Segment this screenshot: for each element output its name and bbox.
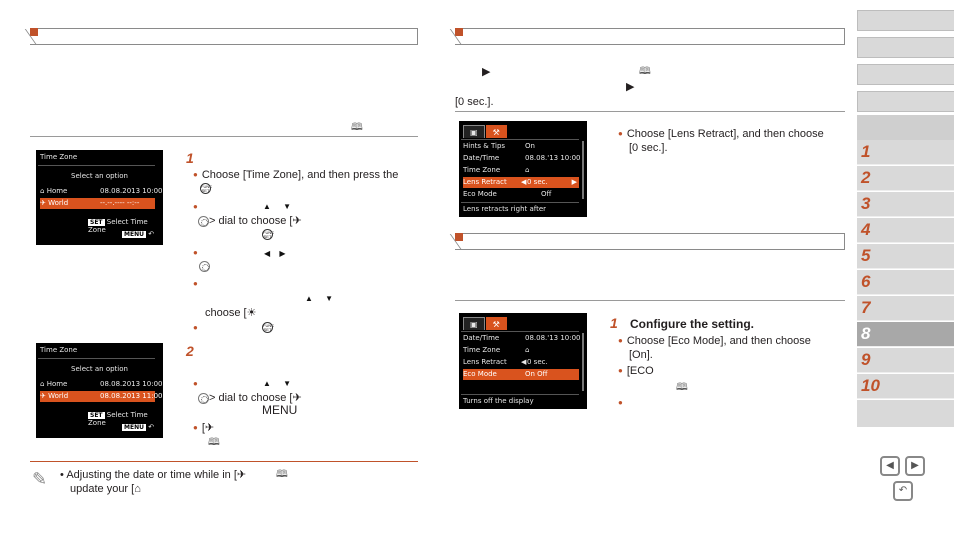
nav-chapter-8-current[interactable]: 8 (857, 322, 954, 347)
down-arrow-icon: ▼ (325, 294, 334, 303)
tools-tab-icon: ⚒ (486, 317, 507, 330)
section-header-eco-mode (455, 233, 845, 250)
menu-row: Time Zone ⌂ (463, 346, 530, 354)
set-button-icon: SET (90, 412, 103, 419)
left-arrow-icon: ◀ (264, 249, 271, 258)
note-divider (30, 461, 418, 462)
menu-row: Lens Retract ◀ 0 sec. (463, 358, 548, 366)
book-reference-icon: 🕮 (351, 122, 363, 133)
nav-chapter-1[interactable]: 1 (857, 140, 954, 165)
nav-tab-common-operations[interactable] (857, 64, 954, 85)
control-dial-icon (198, 216, 209, 227)
camera-tab-icon: ▣ (463, 125, 485, 138)
lens-retract-instruction-2: [0 sec.]. (629, 142, 668, 154)
camera-screen-time-zone-2 (36, 343, 163, 438)
eco-instruction-3: ● [ECO (618, 364, 654, 379)
menu-footer: Turns off the display (463, 397, 534, 405)
left-right-arrows (264, 246, 285, 261)
step1-instruction: ● Choose [Time Zone], and then press the (193, 168, 398, 183)
bullet (193, 246, 202, 261)
menu-row-selected: Eco Mode On Off (463, 369, 579, 380)
func-set-button-icon: FUNC SET (263, 323, 275, 332)
airplane-icon: ✈ (236, 469, 247, 481)
intro-text: [0 sec.]. (455, 96, 494, 108)
book-reference-icon: 🕮 (276, 469, 288, 480)
nav-tab-advanced[interactable] (857, 91, 954, 112)
home-row: ⌂ Home 08.08.2013 10:00 (40, 187, 163, 195)
menu-row: Time Zone ⌂ (463, 166, 530, 174)
set-button-icon: SET (90, 219, 103, 226)
func-set-button-icon: FUNC SET (201, 184, 213, 193)
playback-icon: ▶︎ (482, 66, 491, 78)
pencil-note-icon: ✎ (32, 469, 48, 489)
bullet (193, 200, 202, 215)
home-icon: ⌂ (525, 166, 530, 174)
home-row: ⌂ Home 08.08.2013 10:00 (40, 380, 163, 388)
down-arrow-icon: ▼ (283, 379, 292, 388)
note-line-1: • Adjusting the date or time while in [✈ (60, 469, 247, 481)
airplane-icon: ✈ (40, 199, 46, 207)
bullet (193, 321, 202, 336)
up-down-arrows (305, 291, 333, 306)
screen-title: Time Zone (40, 346, 78, 354)
step2-dial-text: > dial to choose [✈ (198, 391, 302, 405)
menu-row-selected: Lens Retract ◀ 0 sec. ▶ (463, 178, 577, 186)
home-icon: ⌂ (134, 483, 141, 495)
menu-button-label: MENU (262, 403, 298, 417)
nav-chapter-3[interactable]: 3 (857, 192, 954, 217)
control-dial-icon (198, 393, 209, 404)
func-set-button-icon: FUNC SET (263, 230, 275, 239)
section-divider (455, 300, 845, 301)
up-down-arrows (263, 199, 291, 214)
section-header-lens-retract (455, 28, 845, 45)
return-icon: ↶ (148, 423, 155, 431)
step1-daylight-text: choose [☀ (205, 307, 257, 319)
nav-chapter-5[interactable]: 5 (857, 244, 954, 269)
step-number-1: 1 (610, 315, 618, 331)
nav-chapter-7[interactable]: 7 (857, 296, 954, 321)
nav-chapter-9[interactable]: 9 (857, 348, 954, 373)
nav-tab-index[interactable] (857, 400, 954, 427)
up-arrow-icon: ▲ (263, 379, 271, 388)
previous-page-button[interactable]: ◀ (880, 456, 900, 476)
set-hint: Select Time Zone (88, 411, 148, 427)
airplane-icon: ✈ (292, 215, 302, 227)
menu-row-dimmed (463, 381, 579, 392)
step1-dial-text: > dial to choose [✈ (198, 214, 302, 228)
step-number-1: 1 (186, 150, 194, 166)
home-icon: ⌂ (40, 187, 45, 195)
airplane-icon: ✈ (292, 392, 302, 404)
airplane-icon: ✈ (204, 422, 215, 434)
screen-title: Time Zone (40, 153, 78, 161)
bullet (618, 396, 627, 411)
screen-subtitle: Select an option (71, 172, 128, 180)
tools-tab-icon: ⚒ (486, 125, 507, 138)
nav-chapter-6[interactable]: 6 (857, 270, 954, 295)
control-dial-icon (199, 261, 210, 272)
daylight-saving-icon: ☀ (246, 307, 257, 319)
world-row: ✈ World --.--.---- --:-- (40, 198, 155, 209)
step-title: Configure the setting. (630, 317, 754, 331)
menu-row: Date/Time 08.08.'13 10:00 (463, 154, 581, 162)
menu-row: Hints & Tips On (463, 142, 535, 150)
section-header-time-zone (30, 28, 418, 45)
world-row: ✈ World 08.08.2013 11:00 (40, 392, 163, 400)
nav-tab-contents[interactable] (857, 10, 954, 31)
eco-instruction-1: ● Choose [Eco Mode], and then choose (618, 334, 811, 349)
home-icon: ⌂ (40, 380, 45, 388)
book-reference-icon: 🕮 (676, 382, 688, 393)
nav-tab-before-use[interactable] (857, 37, 954, 58)
camera-screen-eco-mode (459, 313, 587, 409)
menu-button-icon: MENU (124, 424, 144, 431)
menu-button-icon: MENU (124, 231, 144, 238)
nav-chapter-2[interactable]: 2 (857, 166, 954, 191)
section-divider (455, 111, 845, 112)
playback-icon: ▶︎ (626, 81, 635, 93)
return-button[interactable]: ↶ (893, 481, 913, 501)
airplane-icon: ✈ (40, 392, 46, 400)
up-down-arrows (263, 376, 291, 391)
bullet (193, 377, 202, 392)
up-arrow-icon: ▲ (305, 294, 313, 303)
set-hint: Select Time Zone (88, 218, 148, 234)
camera-screen-lens-retract (459, 121, 587, 217)
book-reference-icon: 🕮 (208, 437, 220, 448)
right-arrow-icon: ▶ (279, 249, 286, 258)
nav-tab-chapters-header[interactable] (857, 115, 954, 140)
down-arrow-icon: ▼ (283, 202, 292, 211)
next-page-button[interactable]: ▶ (905, 456, 925, 476)
step2-bullet-3: ● [✈ (193, 421, 214, 436)
return-icon: ↶ (148, 230, 155, 238)
camera-tab-icon: ▣ (463, 317, 485, 330)
home-icon: ⌂ (525, 346, 530, 354)
nav-chapter-4[interactable]: 4 (857, 218, 954, 243)
eco-instruction-2: [On]. (629, 349, 653, 361)
bullet (193, 277, 202, 292)
book-reference-icon: 🕮 (639, 66, 651, 77)
step-number-2: 2 (186, 343, 194, 359)
menu-row: Date/Time 08.08.'13 10:00 (463, 334, 581, 342)
screen-subtitle: Select an option (71, 365, 128, 373)
menu-row: Eco Mode Off (463, 190, 552, 198)
camera-screen-time-zone-1 (36, 150, 163, 245)
nav-chapter-10[interactable]: 10 (857, 374, 954, 399)
up-arrow-icon: ▲ (263, 202, 271, 211)
menu-footer: Lens retracts right after (463, 205, 547, 213)
note-line-2: update your [⌂ (70, 483, 141, 495)
lens-retract-instruction-1: ● Choose [Lens Retract], and then choose (618, 127, 824, 142)
